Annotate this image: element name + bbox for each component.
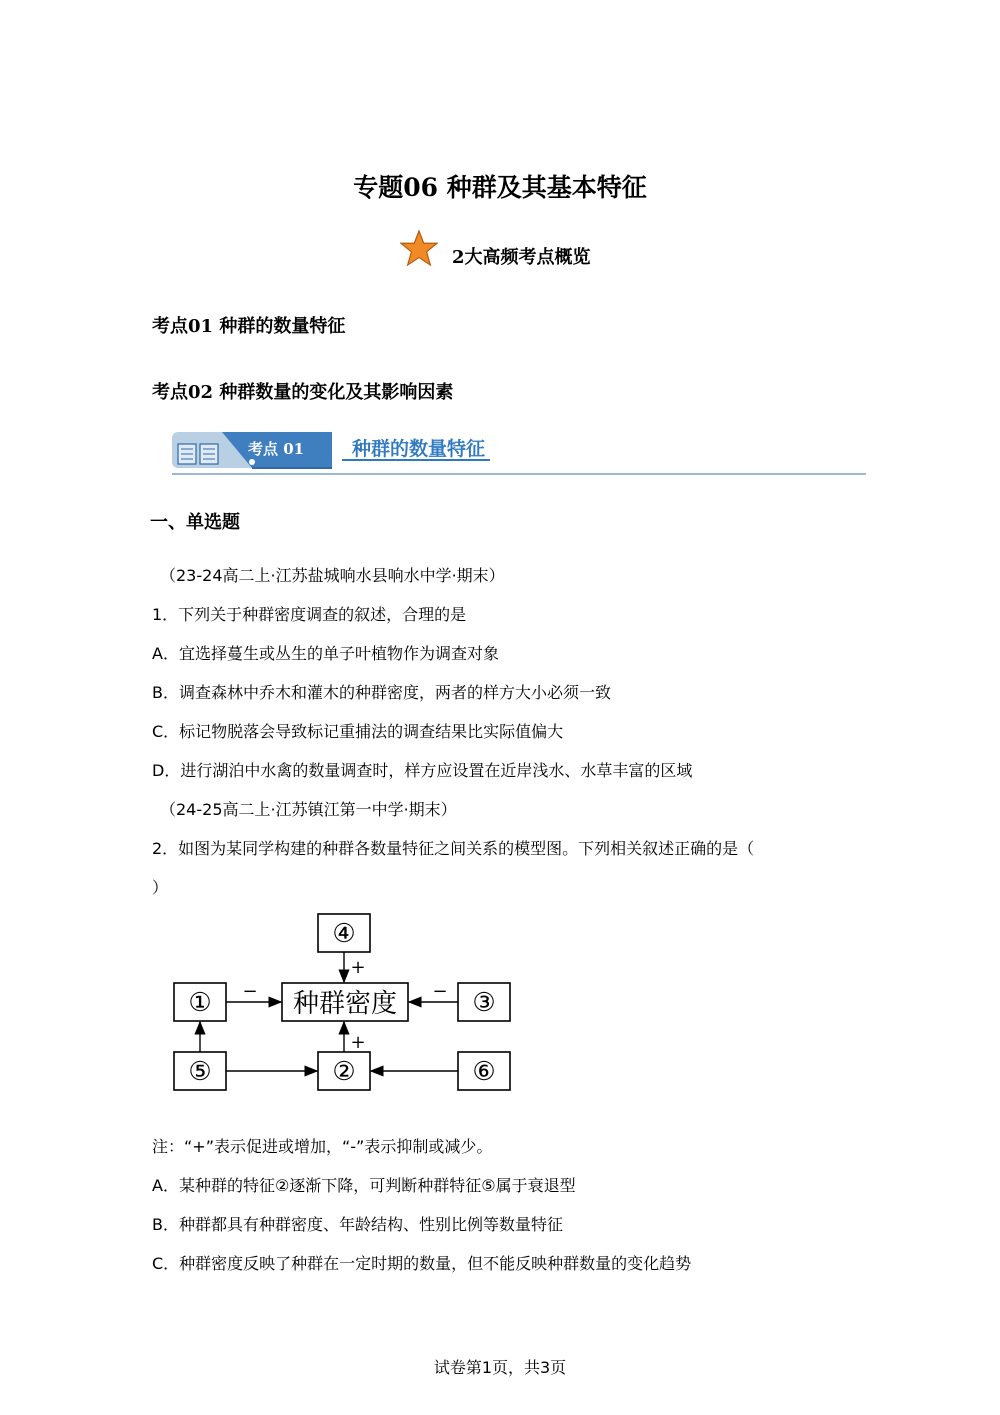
star-icon bbox=[400, 229, 438, 267]
kaodian-item-02: 考点02 种群数量的变化及其影响因素 bbox=[152, 382, 454, 403]
node-6-label: ⑥ bbox=[472, 1057, 496, 1087]
plus-sign-top: + bbox=[350, 957, 366, 978]
kaodian-item-01: 考点01 种群的数量特征 bbox=[152, 316, 346, 337]
center-label: 种群密度 bbox=[292, 989, 398, 1019]
node-5-label: ⑤ bbox=[188, 1057, 212, 1087]
node-3-label: ③ bbox=[472, 988, 496, 1018]
q2-note: 注：“+”表示促进或增加，“-”表示抑制或减少。 bbox=[152, 1137, 493, 1156]
q1-source: （23-24高二上·江苏盐城响水县响水中学·期末） bbox=[160, 566, 505, 585]
page-title: 专题06 种群及其基本特征 bbox=[353, 173, 647, 202]
overview-heading bbox=[400, 228, 591, 268]
q2-option-c: C．种群密度反映了种群在一定时期的数量，但不能反映种群数量的变化趋势 bbox=[152, 1254, 692, 1273]
q1-stem: 1．下列关于种群密度调查的叙述，合理的是 bbox=[152, 605, 467, 624]
overview-text: 2大高频考点概览 bbox=[452, 247, 591, 268]
section-banner bbox=[172, 430, 866, 478]
node-1-label: ① bbox=[188, 988, 212, 1018]
banner-title: 种群的数量特征 bbox=[352, 438, 486, 460]
q2-option-a: A．某种群的特征②逐渐下降，可判断种群特征⑤属于衰退型 bbox=[152, 1176, 576, 1195]
q2-option-b: B．种群都具有种群密度、年龄结构、性别比例等数量特征 bbox=[152, 1215, 563, 1234]
q2-stem-line2: ） bbox=[152, 878, 169, 897]
node-4-label: ④ bbox=[332, 919, 356, 949]
q1-option-d: D．进行湖泊中水禽的数量调查时，样方应设置在近岸浅水、水草丰富的区域 bbox=[152, 761, 693, 780]
population-model-diagram bbox=[168, 910, 518, 1100]
node-2-label: ② bbox=[332, 1057, 356, 1087]
banner-label: 考点 01 bbox=[248, 440, 305, 458]
page-footer: 试卷第1页，共3页 bbox=[433, 1358, 567, 1377]
q1-option-c: C．标记物脱落会导致标记重捕法的调查结果比实际值偏大 bbox=[152, 722, 564, 741]
q1-option-b: B．调查森林中乔木和灌木的种群密度，两者的样方大小必须一致 bbox=[152, 683, 611, 702]
minus-sign-right: − bbox=[432, 981, 448, 1002]
minus-sign-left: − bbox=[242, 981, 258, 1002]
plus-sign-bottom: + bbox=[350, 1032, 366, 1053]
q2-stem-line1: 2．如图为某同学构建的种群各数量特征之间关系的模型图。下列相关叙述正确的是（ bbox=[152, 839, 755, 858]
q2-source: （24-25高二上·江苏镇江第一中学·期末） bbox=[160, 800, 457, 819]
section-heading: 一、单选题 bbox=[150, 512, 240, 533]
q1-option-a: A．宜选择蔓生或丛生的单子叶植物作为调查对象 bbox=[152, 644, 499, 663]
